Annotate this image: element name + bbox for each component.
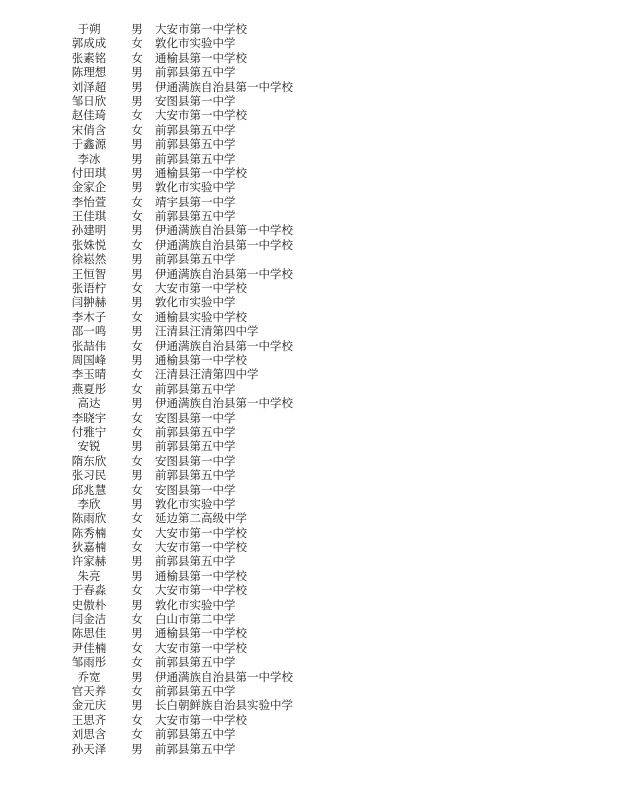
student-name: 陈理想 [71, 65, 107, 80]
student-row [0, 540, 622, 554]
student-row [0, 641, 622, 655]
student-school: 大安市第一中学校 [155, 583, 247, 598]
student-list-page [0, 22, 622, 756]
student-row [0, 569, 622, 583]
student-gender: 女 [131, 424, 143, 439]
student-school: 大安市第一中学校 [155, 108, 247, 123]
student-school: 安图县第一中学 [155, 93, 236, 108]
student-name: 李欣 [77, 496, 101, 511]
student-school: 前郭县第五中学 [155, 65, 236, 80]
student-name: 孙天泽 [71, 741, 107, 756]
student-row [0, 583, 622, 597]
student-gender: 女 [131, 540, 143, 555]
student-name: 金元庆 [71, 698, 107, 713]
student-row [0, 152, 622, 166]
student-name: 邹雨彤 [71, 655, 107, 670]
student-school: 前郭县第五中学 [155, 727, 236, 742]
student-row [0, 252, 622, 266]
student-gender: 女 [131, 640, 143, 655]
student-school: 伊通满族自治县第一中学校 [155, 266, 293, 281]
student-gender: 女 [131, 108, 143, 123]
student-name: 闫翀赫 [71, 295, 107, 310]
student-gender: 男 [131, 137, 143, 152]
student-name: 隋东欣 [71, 453, 107, 468]
student-name: 尹佳楠 [71, 640, 107, 655]
student-row [0, 526, 622, 540]
student-school: 敦化市实验中学 [155, 295, 236, 310]
student-school: 大安市第一中学校 [155, 22, 247, 36]
student-gender: 男 [131, 165, 143, 180]
student-school: 大安市第一中学校 [155, 712, 247, 727]
student-gender: 男 [131, 22, 143, 36]
student-gender: 男 [131, 669, 143, 684]
student-row [0, 554, 622, 568]
student-school: 安图县第一中学 [155, 482, 236, 497]
student-row [0, 36, 622, 50]
student-name: 张姝悦 [71, 237, 107, 252]
student-name: 李怡萱 [71, 194, 107, 209]
student-name: 狄嘉楠 [71, 540, 107, 555]
student-gender: 男 [131, 626, 143, 641]
student-gender: 男 [131, 223, 143, 238]
student-name: 张素铭 [71, 50, 107, 65]
student-gender: 男 [131, 324, 143, 339]
student-name: 张语柠 [71, 281, 107, 296]
student-gender: 女 [131, 209, 143, 224]
student-school: 伊通满族自治县第一中学校 [155, 338, 293, 353]
student-school: 通榆县第一中学校 [155, 626, 247, 641]
student-gender: 女 [131, 309, 143, 324]
student-gender: 女 [131, 482, 143, 497]
student-school: 前郭县第五中学 [155, 655, 236, 670]
student-row [0, 511, 622, 525]
student-name: 郭成成 [71, 36, 107, 51]
student-gender: 女 [131, 50, 143, 65]
student-row [0, 238, 622, 252]
student-school: 伊通满族自治县第一中学校 [155, 223, 293, 238]
student-row [0, 281, 622, 295]
student-gender: 男 [131, 439, 143, 454]
student-name: 李冰 [77, 151, 101, 166]
student-row [0, 353, 622, 367]
student-gender: 女 [131, 511, 143, 526]
student-school: 前郭县第五中学 [155, 151, 236, 166]
student-school: 前郭县第五中学 [155, 554, 236, 569]
student-school: 通榆县第一中学校 [155, 352, 247, 367]
student-name: 朱亮 [77, 568, 101, 583]
student-name: 李木子 [71, 309, 107, 324]
student-school: 前郭县第五中学 [155, 683, 236, 698]
student-row [0, 80, 622, 94]
student-gender: 女 [131, 655, 143, 670]
student-row [0, 123, 622, 137]
student-gender: 女 [131, 194, 143, 209]
student-gender: 女 [131, 612, 143, 627]
student-name: 李玉晴 [71, 367, 107, 382]
student-gender: 男 [131, 352, 143, 367]
student-gender: 女 [131, 727, 143, 742]
student-row [0, 468, 622, 482]
student-gender: 男 [131, 295, 143, 310]
student-school: 通榆县实验中学校 [155, 309, 247, 324]
student-row [0, 267, 622, 281]
student-gender: 女 [131, 683, 143, 698]
student-gender: 女 [131, 237, 143, 252]
student-gender: 男 [131, 151, 143, 166]
student-gender: 男 [131, 468, 143, 483]
student-gender: 女 [131, 338, 143, 353]
student-row [0, 195, 622, 209]
student-name: 李晓宇 [71, 410, 107, 425]
student-row [0, 166, 622, 180]
student-row [0, 209, 622, 223]
student-name: 安锐 [77, 439, 101, 454]
student-row [0, 454, 622, 468]
student-gender: 男 [131, 396, 143, 411]
student-row [0, 22, 622, 36]
student-name: 官天养 [71, 683, 107, 698]
student-row [0, 727, 622, 741]
student-name: 许家赫 [71, 554, 107, 569]
student-name: 邵一鸣 [71, 324, 107, 339]
student-name: 陈思佳 [71, 626, 107, 641]
student-name: 孙建明 [71, 223, 107, 238]
student-row [0, 223, 622, 237]
student-row [0, 137, 622, 151]
student-row [0, 180, 622, 194]
student-name: 王思齐 [71, 712, 107, 727]
student-row [0, 51, 622, 65]
student-gender: 男 [131, 79, 143, 94]
student-name: 于朔 [77, 22, 101, 36]
student-row [0, 65, 622, 79]
student-gender: 男 [131, 698, 143, 713]
student-school: 汪清县汪清第四中学 [155, 367, 259, 382]
student-name: 乔宽 [77, 669, 101, 684]
student-row [0, 713, 622, 727]
student-name: 燕夏彤 [71, 381, 107, 396]
student-gender: 女 [131, 381, 143, 396]
student-gender: 女 [131, 122, 143, 137]
student-school: 通榆县第一中学校 [155, 568, 247, 583]
student-name: 张习民 [71, 468, 107, 483]
student-row [0, 698, 622, 712]
student-name: 周国峰 [71, 352, 107, 367]
student-row [0, 339, 622, 353]
student-school: 大安市第一中学校 [155, 640, 247, 655]
student-gender: 女 [131, 453, 143, 468]
student-gender: 女 [131, 367, 143, 382]
student-gender: 女 [131, 36, 143, 51]
student-school: 敦化市实验中学 [155, 36, 236, 51]
student-school: 伊通满族自治县第一中学校 [155, 237, 293, 252]
student-row [0, 324, 622, 338]
student-school: 大安市第一中学校 [155, 525, 247, 540]
student-school: 前郭县第五中学 [155, 424, 236, 439]
student-school: 前郭县第五中学 [155, 122, 236, 137]
student-row [0, 655, 622, 669]
student-list [0, 22, 622, 756]
student-gender: 男 [131, 597, 143, 612]
student-school: 白山市第二中学 [155, 612, 236, 627]
student-school: 延边第二高级中学 [155, 511, 247, 526]
student-name: 陈雨欣 [71, 511, 107, 526]
student-gender: 男 [131, 93, 143, 108]
student-school: 伊通满族自治县第一中学校 [155, 396, 293, 411]
student-gender: 男 [131, 554, 143, 569]
student-school: 大安市第一中学校 [155, 281, 247, 296]
student-row [0, 742, 622, 756]
student-name: 徐崧然 [71, 252, 107, 267]
student-row [0, 439, 622, 453]
student-name: 张喆伟 [71, 338, 107, 353]
student-school: 敦化市实验中学 [155, 180, 236, 195]
student-school: 敦化市实验中学 [155, 597, 236, 612]
student-school: 敦化市实验中学 [155, 496, 236, 511]
student-row [0, 295, 622, 309]
student-row [0, 684, 622, 698]
student-school: 前郭县第五中学 [155, 439, 236, 454]
student-name: 于鑫源 [71, 137, 107, 152]
student-row [0, 626, 622, 640]
student-school: 前郭县第五中学 [155, 137, 236, 152]
student-school: 前郭县第五中学 [155, 381, 236, 396]
student-school: 伊通满族自治县第一中学校 [155, 79, 293, 94]
student-school: 通榆县第一中学校 [155, 50, 247, 65]
student-name: 于春淼 [71, 583, 107, 598]
student-row [0, 612, 622, 626]
student-school: 汪清县汪清第四中学 [155, 324, 259, 339]
student-row [0, 598, 622, 612]
student-row [0, 425, 622, 439]
student-school: 前郭县第五中学 [155, 468, 236, 483]
student-row [0, 94, 622, 108]
student-gender: 男 [131, 266, 143, 281]
student-school: 安图县第一中学 [155, 453, 236, 468]
student-row [0, 670, 622, 684]
student-row [0, 367, 622, 381]
student-gender: 女 [131, 583, 143, 598]
student-school: 长白朝鲜族自治县实验中学 [155, 698, 293, 713]
student-name: 邹日欣 [71, 93, 107, 108]
student-gender: 男 [131, 65, 143, 80]
student-name: 赵佳琦 [71, 108, 107, 123]
student-name: 史傲朴 [71, 597, 107, 612]
student-gender: 男 [131, 180, 143, 195]
student-name: 王恒智 [71, 266, 107, 281]
student-name: 闫金洁 [71, 612, 107, 627]
student-gender: 女 [131, 281, 143, 296]
student-gender: 女 [131, 525, 143, 540]
student-gender: 男 [131, 741, 143, 756]
student-school: 大安市第一中学校 [155, 540, 247, 555]
student-school: 前郭县第五中学 [155, 741, 236, 756]
student-school: 通榆县第一中学校 [155, 165, 247, 180]
student-gender: 男 [131, 496, 143, 511]
student-gender: 女 [131, 410, 143, 425]
student-name: 刘思含 [71, 727, 107, 742]
student-school: 前郭县第五中学 [155, 209, 236, 224]
student-school: 前郭县第五中学 [155, 252, 236, 267]
student-row [0, 483, 622, 497]
student-name: 高达 [77, 396, 101, 411]
student-row [0, 411, 622, 425]
student-name: 陈秀楠 [71, 525, 107, 540]
student-name: 金家企 [71, 180, 107, 195]
student-school: 伊通满族自治县第一中学校 [155, 669, 293, 684]
student-name: 王佳琪 [71, 209, 107, 224]
student-school: 靖宇县第一中学 [155, 194, 236, 209]
student-row [0, 108, 622, 122]
student-name: 邱兆慧 [71, 482, 107, 497]
student-row [0, 497, 622, 511]
student-gender: 男 [131, 568, 143, 583]
student-name: 付雅宁 [71, 424, 107, 439]
student-school: 安图县第一中学 [155, 410, 236, 425]
student-row [0, 382, 622, 396]
student-name: 刘泽超 [71, 79, 107, 94]
student-row [0, 310, 622, 324]
student-gender: 女 [131, 712, 143, 727]
student-gender: 男 [131, 252, 143, 267]
student-name: 宋俏含 [71, 122, 107, 137]
student-name: 付田琪 [71, 165, 107, 180]
student-row [0, 396, 622, 410]
